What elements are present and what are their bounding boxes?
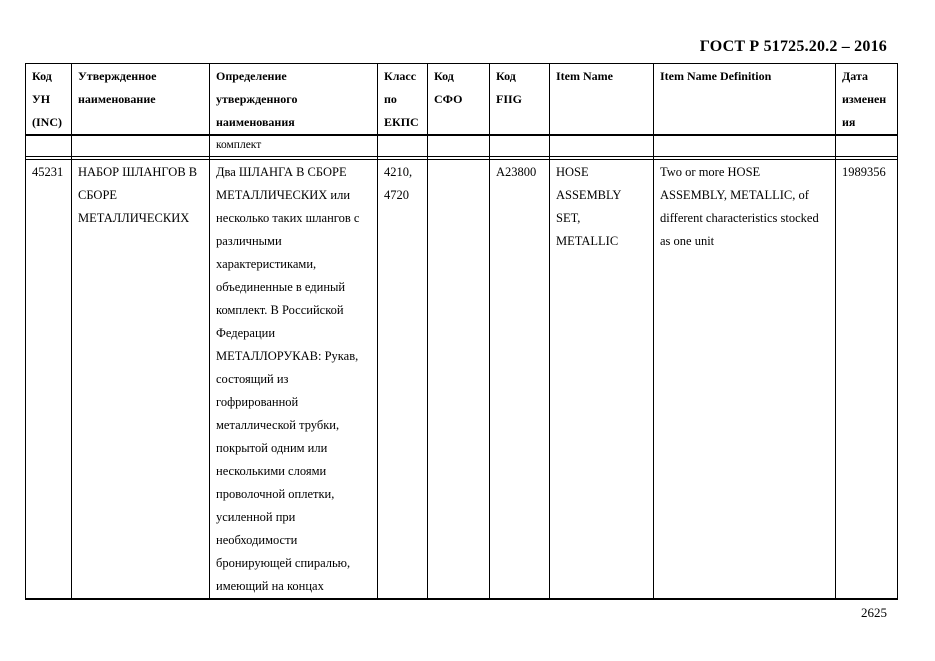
- header-item-name-definition-line: Item Name Definition: [660, 69, 772, 83]
- cell-sfo: [428, 160, 490, 600]
- cell-date: [836, 135, 898, 157]
- header-definition-line: наименования: [216, 115, 295, 129]
- item-name-line: METALLIC: [556, 234, 619, 248]
- definition-line: несколько таких шлангов с: [216, 211, 360, 225]
- item-def-line: ASSEMBLY, METALLIC, of: [660, 188, 809, 202]
- header-inc-line: Код: [32, 69, 52, 83]
- cell-class: [378, 135, 428, 157]
- header-change-date: [836, 64, 898, 136]
- continuation-row: [26, 135, 898, 157]
- definition-line: имеющий на концах: [216, 579, 324, 593]
- header-item-name: [550, 64, 654, 136]
- header-approved-name: [72, 64, 210, 136]
- header-definition: [210, 64, 378, 136]
- definition-line: Федерации: [216, 326, 276, 340]
- header-sfo-line: Код: [434, 69, 454, 83]
- header-change-date-line: изменен: [842, 92, 887, 106]
- definition-line: характеристиками,: [216, 257, 317, 271]
- page-number: 2625: [861, 605, 887, 620]
- item-name-line: ASSEMBLY: [556, 188, 622, 202]
- header-class-line: Класс: [384, 69, 417, 83]
- header-inc: [26, 64, 72, 136]
- table-row: [26, 160, 898, 600]
- cell-change-date: 1989356: [836, 160, 898, 600]
- cell-approved-name: [72, 160, 210, 600]
- class-line: 4210,: [384, 165, 413, 179]
- header-class-line: по: [384, 92, 397, 106]
- header-change-date-line: Дата: [842, 69, 868, 83]
- header-item-name-line: Item Name: [556, 69, 613, 83]
- header-definition-line: Определение: [216, 69, 287, 83]
- cell-definition-continuation: комплект: [210, 135, 378, 157]
- definition-line: объединенные в единый: [216, 280, 346, 294]
- header-sfo: [428, 64, 490, 136]
- definition-line: покрытой одним или: [216, 441, 328, 455]
- definition-line: различными: [216, 234, 282, 248]
- cell-fiig: [490, 135, 550, 157]
- header-fiig: [490, 64, 550, 136]
- header-class-line: ЕКПС: [384, 115, 419, 129]
- header-change-date-line: ия: [842, 115, 856, 129]
- cell-inc: [26, 135, 72, 157]
- cell-item-name: [550, 135, 654, 157]
- definition-line: МЕТАЛЛОРУКАВ: Рукав,: [216, 349, 359, 363]
- definition-line: гофрированной: [216, 395, 299, 409]
- cell-fiig: A23800: [490, 160, 550, 600]
- cell-definition: [210, 160, 378, 600]
- definition-line: проволочной оплетки,: [216, 487, 335, 501]
- definition-line: металлической трубки,: [216, 418, 340, 432]
- cell-item-def: [654, 135, 836, 157]
- item-name-line: SET,: [556, 211, 581, 225]
- cell-name: [72, 135, 210, 157]
- item-def-line: Two or more HOSE: [660, 165, 761, 179]
- cell-item-name-definition: [654, 160, 836, 600]
- definition-line: комплект. В Российской: [216, 303, 344, 317]
- cell-inc: 45231: [26, 160, 72, 600]
- header-class: [378, 64, 428, 136]
- item-def-line: as one unit: [660, 234, 715, 248]
- cell-sfo: [428, 135, 490, 157]
- document-standard-title: ГОСТ Р 51725.20.2 – 2016: [699, 38, 887, 55]
- cell-item-name: [550, 160, 654, 600]
- name-line: СБОРЕ: [78, 188, 118, 202]
- definition-line: необходимости: [216, 533, 298, 547]
- cell-class: [378, 160, 428, 600]
- item-name-line: HOSE: [556, 165, 589, 179]
- definition-line: Два ШЛАНГА В СБОРЕ: [216, 165, 347, 179]
- table-header-row: [26, 64, 898, 136]
- definition-line: усиленной при: [216, 510, 296, 524]
- name-line: НАБОР ШЛАНГОВ В: [78, 165, 198, 179]
- header-inc-line: УН: [32, 92, 51, 106]
- definition-line: бронирующей спиралью,: [216, 556, 351, 570]
- header-item-name-definition: [654, 64, 836, 136]
- header-sfo-line: СФО: [434, 92, 463, 106]
- name-line: МЕТАЛЛИЧЕСКИХ: [78, 211, 190, 225]
- header-approved-name-line: Утвержденное: [78, 69, 157, 83]
- definition-line: МЕТАЛЛИЧЕСКИХ или: [216, 188, 351, 202]
- definition-line: состоящий из: [216, 372, 289, 386]
- header-definition-line: утвержденного: [216, 92, 298, 106]
- header-fiig-line: FIIG: [496, 92, 523, 106]
- header-inc-line: (INC): [32, 115, 62, 129]
- header-approved-name-line: наименование: [78, 92, 156, 106]
- item-def-line: different characteristics stocked: [660, 211, 819, 225]
- header-fiig-line: Код: [496, 69, 516, 83]
- definition-line: несколькими слоями: [216, 464, 327, 478]
- class-line: 4720: [384, 188, 409, 202]
- catalog-table: [25, 63, 898, 600]
